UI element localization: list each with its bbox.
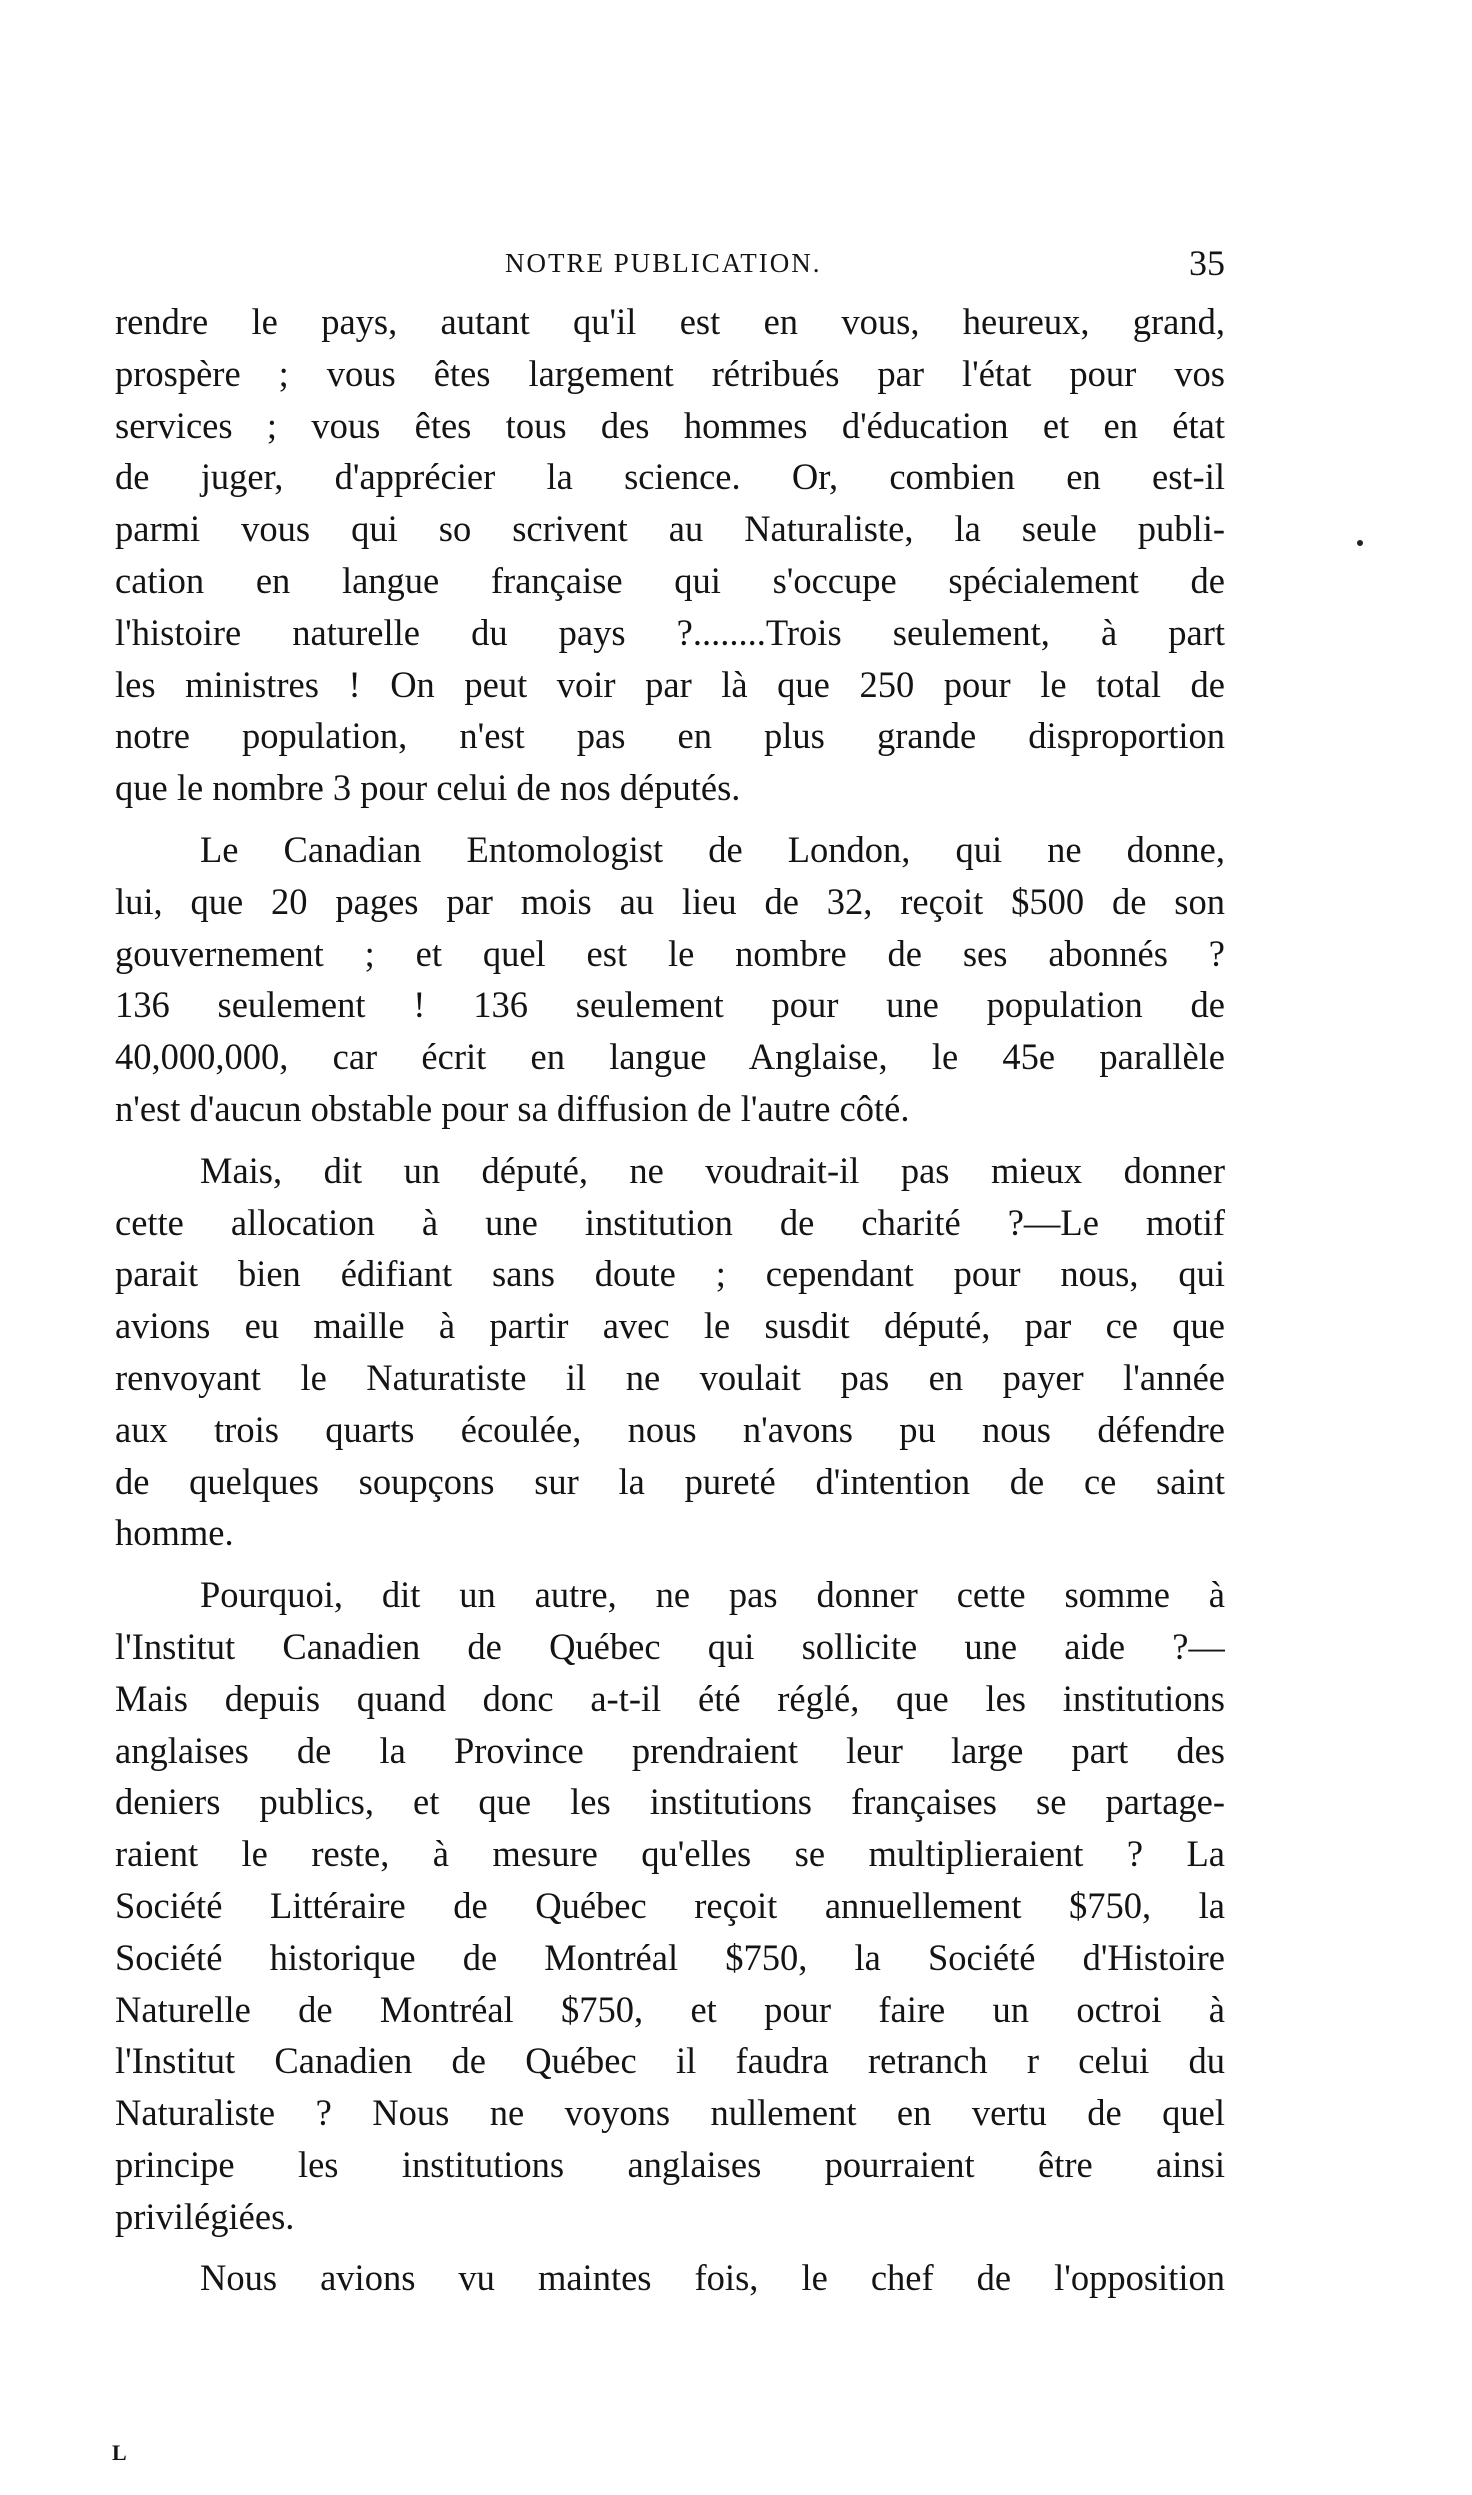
text-line: privilégiées. [115,2195,295,2237]
text-line: rendre le pays, autant qu'il est en vous, heureux, grand, [115,301,1225,342]
text-line: parmi vous qui so scrivent au Naturaliste, la seule publi- [115,508,1225,550]
text-line: aux trois quarts écoulée, nous n'avons pu nous défendre [115,1408,1225,1450]
text-line: l'Institut Canadien de Québec il faudra retranch r celui du [115,2040,1225,2082]
text-line: Naturelle de Montréal $750, et pour faire un octroi à [115,1988,1225,2030]
page-number: 35 [1189,243,1225,283]
body-text [115,296,1225,2304]
text-line: homme. [115,1512,234,1554]
text-line: services ; vous êtes tous des hommes d'éducation et en état [115,404,1225,446]
text-line: que le nombre 3 pour celui de nos députés. [115,767,741,809]
text-line: Le Canadian Entomologist de London, qui ne donne, [200,828,1225,870]
text-line: cation en langue française qui s'occupe spécialement de [115,559,1225,601]
text-line: Naturaliste ? Nous ne voyons nullement en vertu de quel [115,2092,1225,2134]
margin-speck [1357,540,1363,546]
text-line: Mais depuis quand donc a-t-il été réglé, que les institutions [115,1677,1225,1719]
running-title: NOTRE PUBLICATION. [505,248,822,278]
text-line: Mais, dit un député, ne voudrait-il pas mieux donner [200,1149,1225,1191]
running-head [115,243,1225,288]
text-line: parait bien édifiant sans doute ; cependant pour nous, qui [115,1253,1225,1295]
text-line: 136 seulement ! 136 seulement pour une population de [115,984,1225,1026]
text-line: raient le reste, à mesure qu'elles se multiplieraient ? La [115,1833,1225,1875]
text-line: n'est d'aucun obstable pour sa diffusion de l'autre côté. [115,1087,910,1129]
text-line: cette allocation à une institution de charité ?—Le motif [115,1201,1225,1243]
text-line: lui, que 20 pages par mois au lieu de 32, reçoit $500 de son [115,880,1225,922]
text-line: l'histoire naturelle du pays ?........Trois seulement, à part [115,611,1225,653]
text-line: de juger, d'apprécier la science. Or, combien en est-il [115,456,1225,498]
text-line: prospère ; vous êtes largement rétribués par l'état pour vos [115,352,1225,394]
text-line: anglaises de la Province prendraient leur large part des [115,1729,1225,1771]
text-line: Société historique de Montréal $750, la Société d'Histoire [115,1936,1225,1978]
text-line: l'Institut Canadien de Québec qui sollicite une aide ?— [115,1625,1225,1667]
text-line: Société Littéraire de Québec reçoit annuellement $750, la [115,1884,1225,1926]
text-line: principe les institutions anglaises pourraient être ainsi [115,2143,1225,2185]
text-line: deniers publics, et que les institutions françaises se partage- [115,1781,1225,1823]
text-line: de quelques soupçons sur la pureté d'intention de ce saint [115,1460,1225,1502]
text-line: Pourquoi, dit un autre, ne pas donner cette somme à [200,1574,1225,1616]
footer-mark: L [112,2440,127,2465]
text-line: avions eu maille à partir avec le susdit député, par ce que [115,1305,1225,1347]
text-line: gouvernement ; et quel est le nombre de ses abonnés ? [115,932,1225,974]
text-line: 40,000,000, car écrit en langue Anglaise, le 45e parallèle [115,1036,1225,1078]
text-line: notre population, n'est pas en plus grande disproportion [115,715,1225,757]
text-line: Nous avions vu maintes fois, le chef de l'opposition [200,2257,1225,2299]
text-line: les ministres ! On peut voir par là que 250 pour le total de [115,663,1225,705]
text-line: renvoyant le Naturatiste il ne voulait pas en payer l'année [115,1356,1225,1398]
